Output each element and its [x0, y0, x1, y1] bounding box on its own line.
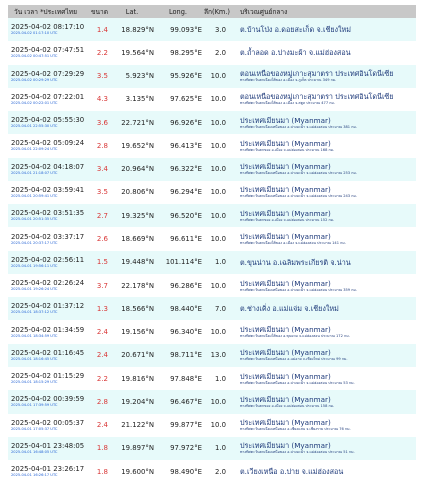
time-cell [8, 344, 84, 367]
magnitude-cell: 2.2 [96, 374, 108, 383]
longitude-cell: 99.093°E [170, 25, 202, 34]
utc-time: 2025-04-01 18:15:29 UTC [11, 380, 58, 385]
region-cell [230, 204, 416, 227]
region-cell [230, 251, 416, 274]
depth-cell: 10.0 [210, 397, 226, 406]
table-row[interactable] [8, 367, 416, 390]
longitude-cell: 95.926°E [170, 72, 202, 81]
utc-time: 2025-04-02 01:17:10 UTC [11, 31, 58, 36]
table-row[interactable] [8, 251, 416, 274]
region-detail: ทางทิศตะวันตกเฉียงเหนือของ อ.ปางมะผ้า จ.แม่ฮ่องสอน ประมาณ 359 กม. [240, 287, 357, 292]
latitude-cell: 20.806°N [121, 188, 154, 197]
header-magnitude: ขนาด [91, 8, 108, 16]
local-time: 2025-04-02 05:55:30 [11, 116, 85, 125]
magnitude-cell: 1.5 [96, 258, 108, 267]
local-time: 2025-04-02 01:16:45 [11, 348, 85, 357]
utc-time: 2025-04-02 00:29:29 UTC [11, 77, 58, 82]
latitude-cell: 18.829°N [121, 25, 154, 34]
time-cell [8, 158, 84, 181]
region-name[interactable]: ประเทศเมียนมา (Myanmar) [240, 394, 331, 404]
time-cell [8, 367, 84, 390]
longitude-cell: 99.877°E [170, 421, 202, 430]
region-cell [230, 390, 416, 413]
latitude-cell: 20.964°N [121, 165, 154, 174]
utc-time: 2025-04-01 20:59:41 UTC [11, 193, 58, 198]
longitude-cell: 96.926°E [170, 118, 202, 127]
depth-cell: 10.0 [210, 211, 226, 220]
time-cell [8, 320, 84, 343]
region-name[interactable]: ต.บ้านโป่ง อ.ดอยสะเก็ด จ.เชียงใหม่ [240, 25, 352, 35]
depth-cell: 1.0 [215, 374, 226, 383]
region-detail: ทางทิศตะวันตกเฉียงเหนือของ อ.ปางมะผ้า จ.แม่ฮ่องสอน ประมาณ 381 กม. [240, 124, 357, 129]
region-detail: ทางทิศตะวันตกเฉียงเหนือของ อ.ปางมะผ้า จ.แม่ฮ่องสอน ประมาณ 53 กม. [240, 380, 355, 385]
magnitude-cell: 2.6 [96, 235, 108, 244]
utc-time: 2025-04-01 20:37:17 UTC [11, 240, 58, 245]
magnitude-cell: 4.3 [96, 95, 108, 104]
magnitude-cell: 3.7 [96, 281, 108, 290]
region-detail: ทางทิศตะวันตกเฉียงใต้ของ อ.เมือง จ.ภูเก็ต ประมาณ 349 กม. [240, 78, 337, 83]
region-detail: ทางทิศตะวันตกของ อ.เมือง จ.แม่ฮ่องสอน ประมาณ 158 กม. [240, 403, 335, 408]
utc-time: 2025-04-01 22:55:30 UTC [11, 124, 58, 129]
magnitude-cell: 3.5 [96, 188, 108, 197]
region-cell [230, 320, 416, 343]
magnitude-cell: 2.4 [96, 328, 108, 337]
utc-time: 2025-04-01 18:16:45 UTC [11, 356, 58, 361]
region-detail: ทางทิศตะวันตกเฉียงใต้ของ อ.เมือง จ.แม่ฮ่องสอน ประมาณ 141 กม. [240, 241, 346, 246]
utc-time: 2025-04-01 18:34:59 UTC [11, 333, 58, 338]
table-row[interactable] [8, 227, 416, 250]
time-cell [8, 134, 84, 157]
latitude-cell: 19.156°N [121, 328, 154, 337]
latitude-cell: 19.600°N [121, 467, 154, 476]
longitude-cell: 96.520°E [170, 211, 202, 220]
region-cell [230, 227, 416, 250]
magnitude-cell: 1.4 [96, 25, 108, 34]
region-detail: ทางทิศตะวันตกเฉียงเหนือของ อ.ปางมะผ้า จ.แม่ฮ่องสอน ประมาณ 243 กม. [240, 194, 357, 199]
table-row[interactable] [8, 297, 416, 320]
longitude-cell: 97.625°E [170, 95, 202, 104]
region-name[interactable]: ประเทศเมียนมา (Myanmar) [240, 185, 331, 195]
longitude-cell: 96.611°E [170, 235, 202, 244]
region-name[interactable]: ประเทศเมียนมา (Myanmar) [240, 115, 331, 125]
depth-cell: 10.0 [210, 72, 226, 81]
magnitude-cell: 3.4 [96, 165, 108, 174]
magnitude-cell: 1.8 [96, 444, 108, 453]
region-cell [230, 297, 416, 320]
region-name[interactable]: ประเทศเมียนมา (Myanmar) [240, 371, 331, 381]
longitude-cell: 101.114°E [165, 258, 202, 267]
region-name[interactable]: ประเทศเมียนมา (Myanmar) [240, 208, 331, 218]
depth-cell: 1.0 [215, 444, 226, 453]
local-time: 2025-04-01 23:26:17 [11, 465, 85, 474]
region-cell [230, 88, 416, 111]
region-cell [230, 158, 416, 181]
time-cell [8, 460, 84, 483]
region-cell [230, 414, 416, 437]
time-cell [8, 88, 84, 111]
region-cell [230, 437, 416, 460]
table-row[interactable] [8, 390, 416, 413]
local-time: 2025-04-02 01:34:59 [11, 325, 85, 334]
depth-cell: 7.0 [215, 304, 226, 313]
region-name[interactable]: ตอนเหนือของหมู่เกาะสุมาตรา ประเทศอินโดนีเซีย [240, 69, 394, 79]
region-detail: ทางทิศตะวันตกเฉียงใต้ของ อ.ขุนยวม จ.แม่ฮ่องสอน ประมาณ 172 กม. [240, 334, 350, 339]
time-cell [8, 204, 84, 227]
local-time: 2025-04-02 04:18:07 [11, 162, 85, 171]
table-row[interactable] [8, 134, 416, 157]
latitude-cell: 3.135°N [125, 95, 154, 104]
depth-cell: 10.0 [210, 421, 226, 430]
latitude-cell: 22.721°N [121, 118, 154, 127]
table-row[interactable] [8, 18, 416, 41]
magnitude-cell: 1.3 [96, 304, 108, 313]
region-detail: ทางทิศตะวันตกเฉียงเหนือของ อ.แม่อาย จ.เชียงใหม่ ประมาณ 99 กม. [240, 357, 348, 362]
longitude-cell: 97.972°E [170, 444, 202, 453]
latitude-cell: 19.204°N [121, 397, 154, 406]
depth-cell: 10.0 [210, 235, 226, 244]
local-time: 2025-04-02 00:05:37 [11, 418, 85, 427]
region-name[interactable]: ต.ถ้ำลอด อ.ปางมะผ้า จ.แม่ฮ่องสอน [240, 48, 351, 58]
magnitude-cell: 3.6 [96, 118, 108, 127]
table-row[interactable] [8, 344, 416, 367]
time-cell [8, 274, 84, 297]
magnitude-cell: 2.4 [96, 421, 108, 430]
header-depth: ลึก(Km.) [203, 8, 230, 16]
local-time: 2025-04-02 03:37:17 [11, 232, 85, 241]
depth-cell: 2.0 [215, 467, 226, 476]
local-time: 2025-04-02 07:22:01 [11, 92, 85, 101]
region-cell [230, 460, 416, 483]
longitude-cell: 98.490°E [170, 467, 202, 476]
time-cell [8, 181, 84, 204]
utc-time: 2025-04-01 19:56:11 UTC [11, 263, 58, 268]
depth-cell: 1.0 [215, 258, 226, 267]
latitude-cell: 18.669°N [121, 235, 154, 244]
region-name[interactable]: ต.ขุนน่าน อ.เฉลิมพระเกียรติ จ.น่าน [240, 257, 351, 267]
depth-cell: 2.0 [215, 48, 226, 57]
latitude-cell: 19.325°N [121, 211, 154, 220]
table-row[interactable] [8, 181, 416, 204]
table-row[interactable] [8, 65, 416, 88]
region-cell [230, 134, 416, 157]
longitude-cell: 98.711°E [170, 351, 202, 360]
local-time: 2025-04-02 03:51:35 [11, 209, 85, 218]
latitude-cell: 20.671°N [121, 351, 154, 360]
time-cell [8, 390, 84, 413]
region-cell [230, 181, 416, 204]
local-time: 2025-04-02 05:09:24 [11, 139, 85, 148]
local-time: 2025-04-02 01:15:29 [11, 372, 85, 381]
region-cell [230, 274, 416, 297]
table-row[interactable] [8, 204, 416, 227]
time-cell [8, 437, 84, 460]
time-cell [8, 111, 84, 134]
longitude-cell: 96.322°E [170, 165, 202, 174]
region-name[interactable]: ประเทศเมียนมา (Myanmar) [240, 325, 331, 335]
table-header [8, 5, 416, 18]
local-time: 2025-04-02 02:56:11 [11, 255, 85, 264]
depth-cell: 10.0 [210, 118, 226, 127]
earthquake-table [8, 5, 416, 483]
region-cell [230, 65, 416, 88]
region-detail: ทางทิศตะวันตกเฉียงใต้ของ อ.เมือง จ.สตูล ประมาณ 477 กม. [240, 101, 335, 106]
magnitude-cell: 2.2 [96, 48, 108, 57]
time-cell [8, 18, 84, 41]
time-cell [8, 65, 84, 88]
table-row[interactable] [8, 111, 416, 134]
table-row[interactable] [8, 88, 416, 111]
latitude-cell: 19.564°N [121, 48, 154, 57]
longitude-cell: 96.286°E [170, 281, 202, 290]
utc-time: 2025-04-01 16:26:17 UTC [11, 473, 58, 478]
time-cell [8, 297, 84, 320]
table-row[interactable] [8, 437, 416, 460]
table-body [8, 18, 416, 483]
utc-time: 2025-04-01 17:05:37 UTC [11, 426, 58, 431]
utc-time: 2025-04-01 16:48:05 UTC [11, 449, 58, 454]
latitude-cell: 19.897°N [121, 444, 154, 453]
local-time: 2025-04-02 08:17:10 [11, 23, 85, 32]
depth-cell: 10.0 [210, 141, 226, 150]
region-detail: ทางทิศตะวันตกเฉียงเหนือของ อ.เชียงแสน จ.เชียงราย ประมาณ 76 กม. [240, 427, 351, 432]
table-row[interactable] [8, 41, 416, 64]
utc-time: 2025-04-01 22:09:24 UTC [11, 147, 58, 152]
region-detail: ทางทิศตะวันตกของ อ.เมือง จ.แม่ฮ่องสอน ประมาณ 152 กม. [240, 217, 335, 222]
longitude-cell: 96.340°E [170, 328, 202, 337]
header-region: บริเวณศูนย์กลาง [240, 8, 288, 16]
magnitude-cell: 2.8 [96, 397, 108, 406]
depth-cell: 10.0 [210, 188, 226, 197]
utc-time: 2025-04-01 20:51:35 UTC [11, 217, 58, 222]
local-time: 2025-04-02 03:59:41 [11, 185, 85, 194]
longitude-cell: 96.413°E [170, 141, 202, 150]
region-cell [230, 18, 416, 41]
longitude-cell: 97.848°E [170, 374, 202, 383]
latitude-cell: 18.566°N [121, 304, 154, 313]
magnitude-cell: 2.7 [96, 211, 108, 220]
region-cell [230, 344, 416, 367]
region-detail: ทางทิศตะวันตกเฉียงเหนือของ อ.ปางมะผ้า จ.แม่ฮ่องสอน ประมาณ 253 กม. [240, 171, 357, 176]
depth-cell: 13.0 [210, 351, 226, 360]
region-name[interactable]: ประเทศเมียนมา (Myanmar) [240, 232, 331, 242]
region-name[interactable]: ต.ช่างเคิ่ง อ.แม่แจ่ม จ.เชียงใหม่ [240, 304, 339, 314]
table-row[interactable] [8, 274, 416, 297]
latitude-cell: 19.816°N [121, 374, 154, 383]
time-cell [8, 251, 84, 274]
region-name[interactable]: ประเทศเมียนมา (Myanmar) [240, 138, 331, 148]
time-cell [8, 41, 84, 64]
magnitude-cell: 1.8 [96, 467, 108, 476]
region-detail: ทางทิศตะวันตกของ อ.เมือง จ.แม่ฮ่องสอน ประมาณ 168 กม. [240, 147, 335, 152]
longitude-cell: 98.440°E [170, 304, 202, 313]
time-cell [8, 227, 84, 250]
local-time: 2025-04-02 01:37:12 [11, 302, 85, 311]
table-row[interactable] [8, 158, 416, 181]
latitude-cell: 19.448°N [121, 258, 154, 267]
depth-cell: 10.0 [210, 165, 226, 174]
magnitude-cell: 2.4 [96, 351, 108, 360]
depth-cell: 10.0 [210, 281, 226, 290]
region-cell [230, 41, 416, 64]
region-name[interactable]: ประเทศเมียนมา (Myanmar) [240, 348, 331, 358]
utc-time: 2025-04-02 00:47:51 UTC [11, 54, 58, 59]
table-row[interactable] [8, 320, 416, 343]
utc-time: 2025-04-01 18:37:12 UTC [11, 310, 58, 315]
table-row[interactable] [8, 460, 416, 483]
longitude-cell: 96.467°E [170, 397, 202, 406]
utc-time: 2025-04-01 21:18:07 UTC [11, 170, 58, 175]
local-time: 2025-04-02 00:39:59 [11, 395, 85, 404]
local-time: 2025-04-02 02:26:24 [11, 279, 85, 288]
region-detail: ทางทิศตะวันตกเฉียงเหนือของ อ.ปางมะผ้า จ.แม่ฮ่องสอน ประมาณ 51 กม. [240, 450, 355, 455]
latitude-cell: 22.178°N [121, 281, 154, 290]
depth-cell: 3.0 [215, 25, 226, 34]
utc-time: 2025-04-01 17:39:59 UTC [11, 403, 58, 408]
region-name[interactable]: ตอนเหนือของหมู่เกาะสุมาตรา ประเทศอินโดนีเซีย [240, 92, 394, 102]
region-cell [230, 367, 416, 390]
utc-time: 2025-04-01 19:26:24 UTC [11, 287, 58, 292]
depth-cell: 10.0 [210, 328, 226, 337]
local-time: 2025-04-02 07:29:29 [11, 69, 85, 78]
utc-time: 2025-04-02 00:22:01 UTC [11, 100, 58, 105]
magnitude-cell: 2.8 [96, 141, 108, 150]
region-name[interactable]: ต.เวียงเหนือ อ.ปาย จ.แม่ฮ่องสอน [240, 467, 344, 477]
longitude-cell: 96.294°E [170, 188, 202, 197]
time-cell [8, 414, 84, 437]
region-name[interactable]: ประเทศเมียนมา (Myanmar) [240, 441, 331, 451]
region-cell [230, 111, 416, 134]
header-longitude: Long. [168, 7, 188, 16]
magnitude-cell: 3.5 [96, 72, 108, 81]
header-time: วัน เวลา *ประเทศไทย [14, 8, 77, 16]
latitude-cell: 21.122°N [121, 421, 154, 430]
latitude-cell: 19.652°N [121, 141, 154, 150]
region-name[interactable]: ประเทศเมียนมา (Myanmar) [240, 278, 331, 288]
local-time: 2025-04-02 07:47:51 [11, 46, 85, 55]
local-time: 2025-04-01 23:48:05 [11, 441, 85, 450]
region-name[interactable]: ประเทศเมียนมา (Myanmar) [240, 418, 331, 428]
longitude-cell: 98.295°E [170, 48, 202, 57]
header-latitude: Lat. [125, 7, 139, 16]
region-name[interactable]: ประเทศเมียนมา (Myanmar) [240, 162, 331, 172]
latitude-cell: 5.923°N [125, 72, 154, 81]
table-row[interactable] [8, 414, 416, 437]
depth-cell: 10.0 [210, 95, 226, 104]
